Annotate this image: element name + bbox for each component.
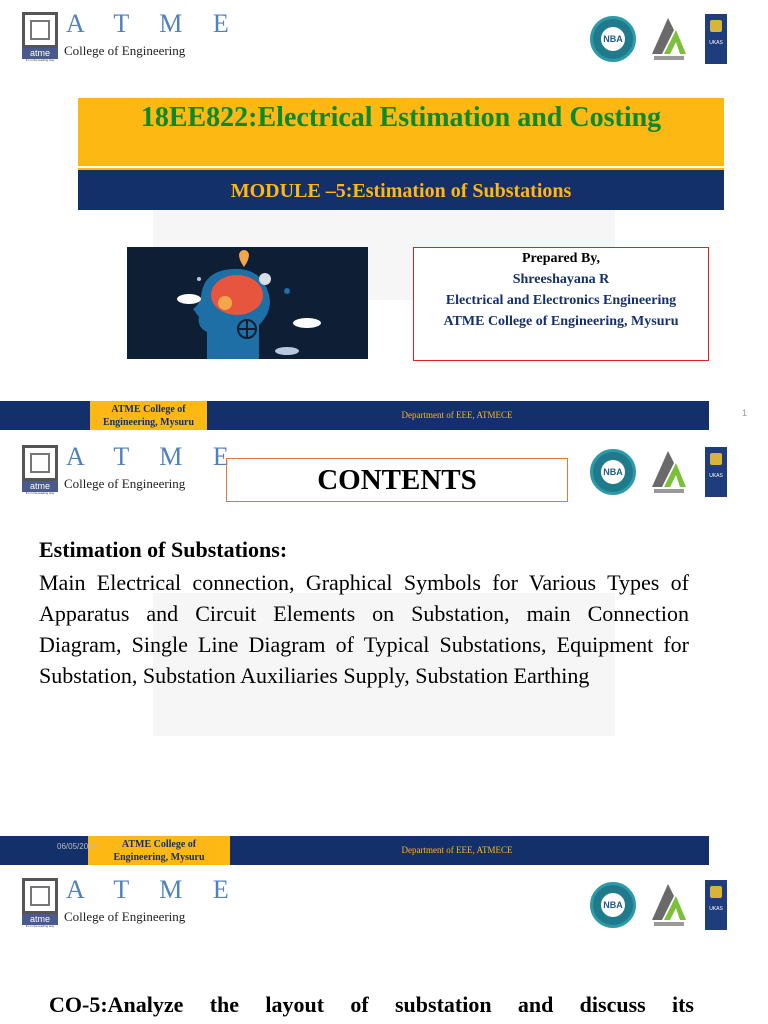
footer-department: Department of EEE, ATMECE xyxy=(401,410,513,420)
slide-3 xyxy=(0,866,768,1024)
crown-icon xyxy=(710,886,722,898)
ukas-logo-icon xyxy=(705,447,727,497)
nba-label: NBA xyxy=(601,27,625,51)
aaa-logo-icon xyxy=(648,14,690,64)
aaa-logo-icon xyxy=(648,880,690,930)
college-name: College of Engineering xyxy=(64,476,186,491)
prepared-by-label: Prepared By, xyxy=(521,251,601,266)
nba-logo-icon xyxy=(590,882,636,928)
slide-footer xyxy=(0,401,709,430)
author-name: Shreeshayana R xyxy=(512,272,610,287)
nba-logo-icon xyxy=(590,449,636,495)
atme-letters: A T M E xyxy=(66,442,241,471)
course-outcome: CO-5:Analyze the layout of substation and discuss its xyxy=(49,992,694,1017)
logo-tagline: It's in the leading way xyxy=(25,491,55,495)
footer-college-line1: ATME College of xyxy=(121,839,197,850)
aaa-logo-icon xyxy=(648,447,690,497)
college-name: College of Engineering xyxy=(64,43,186,58)
footer-college-line2: Engineering, Mysuru xyxy=(113,852,205,863)
brain-illustration xyxy=(127,247,368,359)
footer-college xyxy=(90,401,207,430)
nba-logo-icon xyxy=(590,16,636,62)
logo-frame-icon xyxy=(22,878,58,914)
ukas-label: UKAS xyxy=(709,40,723,46)
logo-tagline: It's in the leading way xyxy=(25,924,55,928)
slide-2 xyxy=(0,433,768,866)
nba-label: NBA xyxy=(601,893,625,917)
atme-logo xyxy=(22,878,58,928)
course-title: 18EE822:Electrical Estimation and Costing xyxy=(140,102,662,133)
crown-icon xyxy=(710,453,722,465)
title-band xyxy=(78,98,724,166)
nba-label: NBA xyxy=(601,460,625,484)
logo-frame-icon xyxy=(22,12,58,48)
logo-word: atme xyxy=(22,48,58,59)
atme-letters: A T M E xyxy=(66,9,241,38)
logo-word: atme xyxy=(22,914,58,925)
footer-college-line1: ATME College of xyxy=(111,404,186,415)
slide-footer xyxy=(0,836,709,865)
atme-logo xyxy=(22,445,58,495)
ukas-logo-icon xyxy=(705,880,727,930)
page-number: 1 xyxy=(742,408,748,418)
footer-college-line2: Engineering, Mysuru xyxy=(102,417,195,428)
topic-heading: Estimation of Substations: xyxy=(39,537,288,562)
logo-tagline: It's in the leading way xyxy=(25,58,55,62)
contents-title: CONTENTS xyxy=(226,458,568,502)
footer-college xyxy=(88,836,230,865)
slide-1 xyxy=(0,0,768,433)
atme-letters: A T M E xyxy=(66,875,241,904)
footer-department: Department of EEE, ATMECE xyxy=(401,845,513,855)
ukas-label: UKAS xyxy=(709,906,723,912)
college-name: College of Engineering xyxy=(64,909,186,924)
crown-icon xyxy=(710,20,722,32)
logo-word: atme xyxy=(22,481,58,492)
author-department: Electrical and Electronics Engineering xyxy=(445,293,677,308)
logo-frame-icon xyxy=(22,445,58,481)
author-institution: ATME College of Engineering, Mysuru xyxy=(443,314,679,329)
ukas-label: UKAS xyxy=(709,473,723,479)
module-title: MODULE –5:Estimation of Substations xyxy=(230,180,572,202)
atme-logo xyxy=(22,12,58,62)
ukas-logo-icon xyxy=(705,14,727,64)
topic-body: Main Electrical connection, Graphical Symbols for Various Types of Apparatus and Circuit Elements on Substation, main Connection Diagram, Single Line Diagram of Typical Substations, Equipment for Substation, Substation Auxiliaries Supply, Substation Earthing xyxy=(39,570,689,688)
module-band xyxy=(78,168,724,210)
prepared-by-box xyxy=(413,247,709,361)
footer-date: 06/05/2024 xyxy=(57,842,98,851)
